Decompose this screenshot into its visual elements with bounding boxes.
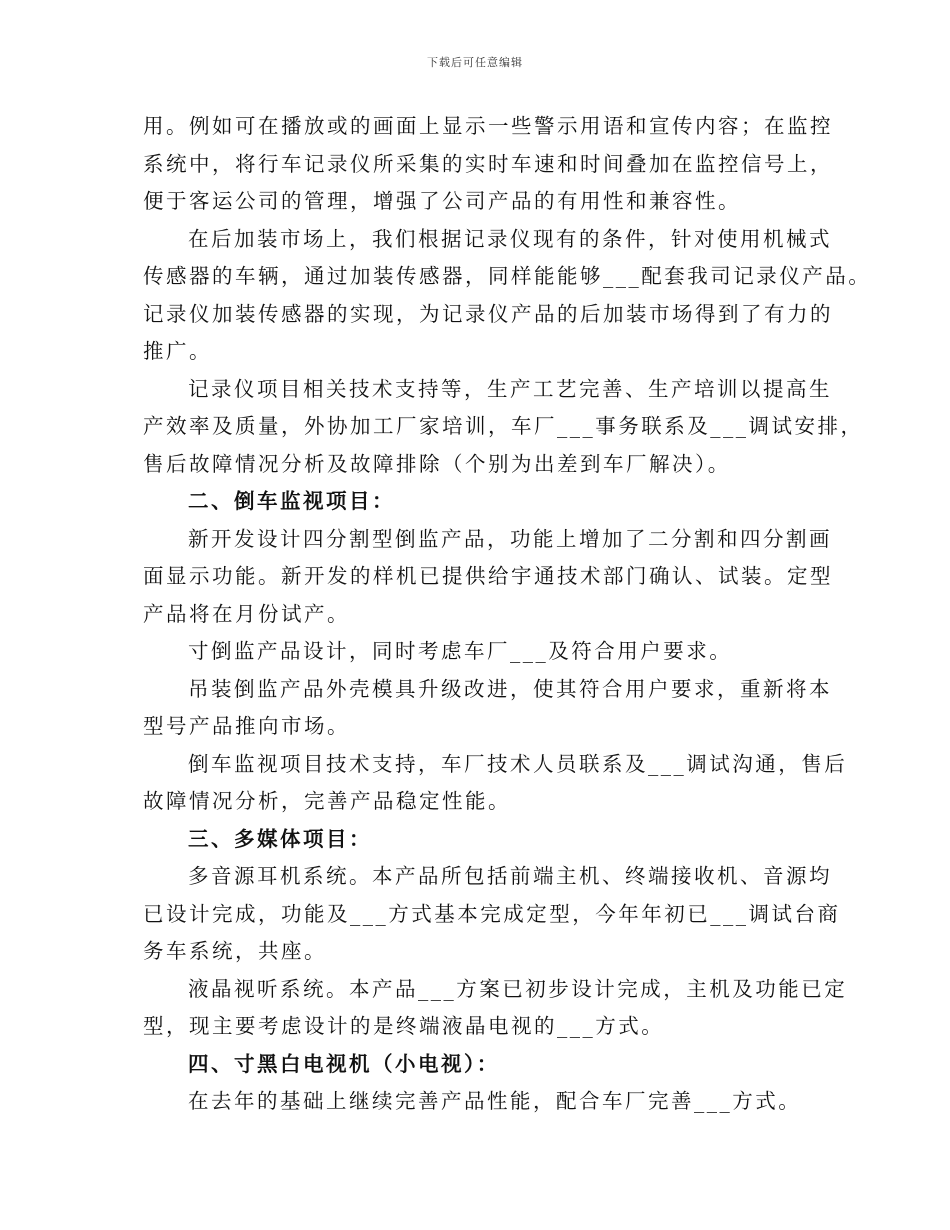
page-header: 下载后可任意编辑: [427, 56, 523, 69]
paragraph-line: 面显示功能。新开发的样机已提供给宇通技术部门确认、试装。定型: [143, 564, 833, 588]
paragraph-line: 型号产品推向市场。: [143, 714, 350, 738]
paragraph-line: 记录仪加装传感器的实现，为记录仪产品的后加装市场得到了有力的: [143, 301, 833, 326]
paragraph-line: 多音源耳机系统。本产品所包括前端主机、终端接收机、音源均: [188, 864, 832, 888]
paragraph-line: 务车系统，共座。: [143, 939, 327, 963]
paragraph-line: 液晶视听系统。本产品___方案已初步设计完成，主机及功能已定: [188, 976, 848, 1001]
section-heading: 二、倒车监视项目：: [188, 489, 395, 513]
section-heading: 四、寸黑白电视机（小电视）：: [188, 1051, 500, 1076]
paragraph-line: 用。例如可在播放或的画面上显示一些警示用语和宣传内容；在监控: [143, 114, 833, 138]
paragraph-line: 推广。: [143, 339, 212, 363]
paragraph-line: 在去年的基础上继续完善产品性能，配合车厂完善___方式。: [188, 1089, 802, 1113]
paragraph-line: 记录仪项目相关技术支持等，生产工艺完善、生产培训以提高生: [188, 376, 832, 401]
section-heading: 三、多媒体项目：: [188, 826, 372, 851]
document-body: [143, 108, 872, 1121]
paragraph-line: 便于客运公司的管理，增强了公司产品的有用性和兼容性。: [143, 189, 741, 213]
paragraph-line: 传感器的车辆，通过加装传感器，同样能能够___配套我司记录仪产品。: [143, 264, 872, 288]
paragraph-line: 在后加装市场上，我们根据记录仪现有的条件，针对使用机械式: [188, 226, 832, 251]
paragraph-line: 系统中，将行车记录仪所采集的实时车速和时间叠加在监控信号上，: [143, 151, 833, 176]
paragraph-line: 新开发设计四分割型倒监产品，功能上增加了二分割和四分割画: [188, 526, 832, 551]
paragraph-line: 寸倒监产品设计，同时考虑车厂___及符合用户要求。: [188, 639, 733, 663]
paragraph-line: 故障情况分析，完善产品稳定性能。: [143, 789, 511, 813]
paragraph-line: 产效率及质量，外协加工厂家培训，车厂___事务联系及___调试安排，: [143, 414, 864, 438]
paragraph-line: 倒车监视项目技术支持，车厂技术人员联系及___调试沟通，售后: [188, 751, 848, 776]
paragraph-line: 吊装倒监产品外壳模具升级改进，使其符合用户要求，重新将本: [188, 676, 832, 701]
paragraph-line: 型，现主要考虑设计的是终端液晶电视的___方式。: [143, 1014, 665, 1038]
paragraph-line: 产品将在月份试产。: [143, 601, 350, 626]
paragraph-line: 售后故障情况分析及故障排除（个别为出差到车厂解决）。: [143, 451, 731, 476]
paragraph-line: 已设计完成，功能及___方式基本完成定型，今年年初已___调试台商: [143, 901, 841, 926]
